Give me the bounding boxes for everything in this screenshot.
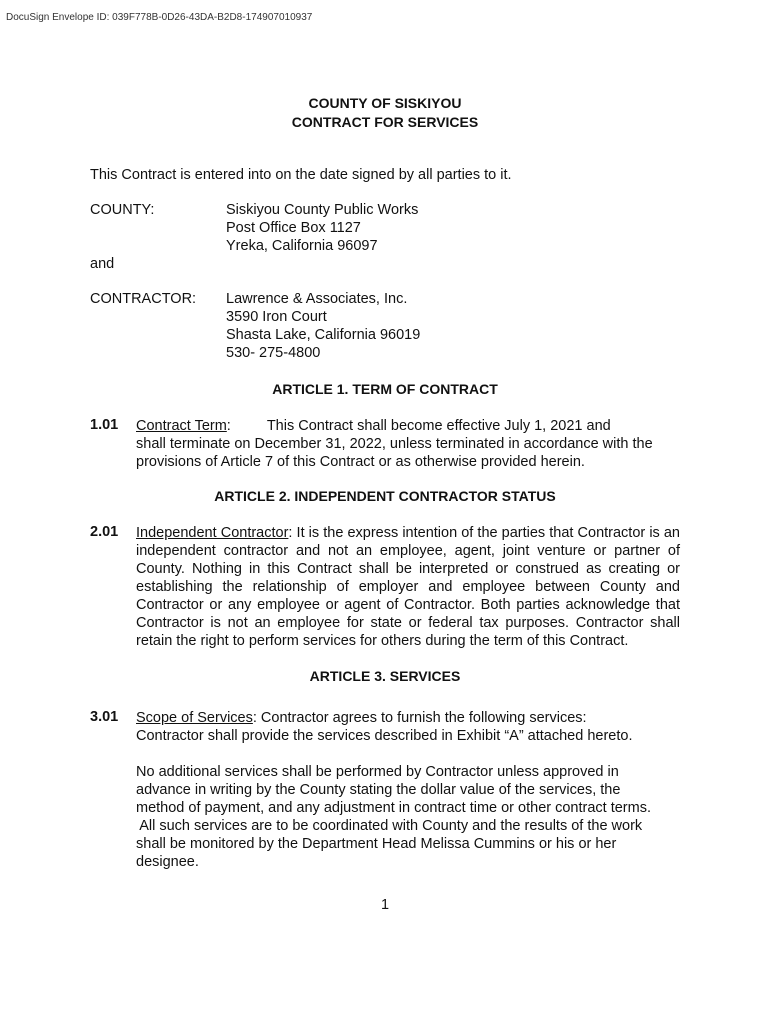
independent-contractor-text: : It is the express intention of the parties that Contractor is an independent contractor and not an employee, agent, joint venture or partner of County. Nothing in this Contract shall be interpreted or construed as creating or establishing the relationship of employer and employee between County and Contractor or any employee or agent of Contractor. Both parties acknowledge that Contractor is not an employee for state or federal tax purposes. Contractor shall retain the right to perform services for others during the term of this Contract. [136,525,680,649]
contractor-city: Shasta Lake, California 96019 [226,327,421,343]
services-paragraph-line-2: advance in writing by the County stating the dollar value of the services, the [136,782,621,798]
services-paragraph-line-4: All such services are to be coordinated with County and the results of the work [136,818,643,834]
contractor-phone: 530- 275-4800 [226,345,321,361]
section-1-01-line-1 [136,417,611,435]
section-3-01-number: 3.01 [90,709,119,725]
section-3-01-line-1 [136,709,587,727]
intro-text: This Contract is entered into on the date signed by all parties to it. [90,167,512,183]
services-paragraph-line-3: method of payment, and any adjustment in contract time or other contract terms. [136,800,651,816]
contractor-name: Lawrence & Associates, Inc. [226,291,408,307]
county-name: Siskiyou County Public Works [226,202,419,218]
section-1-01-number: 1.01 [90,417,119,433]
services-paragraph-line-6: designee. [136,854,199,870]
contract-term-colon: : [226,418,231,434]
section-3-01-line-2: Contractor shall provide the services described in Exhibit “A” attached hereto. [136,728,633,744]
section-2-01-paragraph [136,524,680,650]
contractor-label: CONTRACTOR: [90,291,197,307]
docusign-envelope-id: DocuSign Envelope ID: 039F778B-0D26-43DA-B2D8-174907010937 [6,12,313,23]
scope-of-services-text: : Contractor agrees to furnish the following services: [252,710,587,726]
contract-term-text: This Contract shall become effective July 1, 2021 and [266,418,611,434]
section-2-01-number: 2.01 [90,524,119,540]
county-title: COUNTY OF SISKIYOU [308,95,462,111]
contract-term-label: Contract Term [136,418,227,434]
page-number: 1 [380,897,390,913]
services-paragraph-line-5: shall be monitored by the Department Head Melissa Cummins or his or her [136,836,617,852]
county-city: Yreka, California 96097 [226,238,378,254]
and-text: and [90,256,115,272]
section-1-01-line-2: shall terminate on December 31, 2022, unless terminated in accordance with the [136,436,653,452]
county-label: COUNTY: [90,202,155,218]
article-3-heading: ARTICLE 3. SERVICES [309,668,461,684]
county-address: Post Office Box 1127 [226,220,361,236]
section-1-01-line-3: provisions of Article 7 of this Contract or as otherwise provided herein. [136,454,585,470]
scope-of-services-label: Scope of Services [136,710,253,726]
article-1-heading: ARTICLE 1. TERM OF CONTRACT [272,381,498,397]
services-paragraph-line-1: No additional services shall be performed by Contractor unless approved in [136,764,619,780]
article-2-heading: ARTICLE 2. INDEPENDENT CONTRACTOR STATUS [214,488,556,504]
contract-title: CONTRACT FOR SERVICES [291,114,479,130]
contractor-address: 3590 Iron Court [226,309,327,325]
independent-contractor-label: Independent Contractor [136,525,289,541]
